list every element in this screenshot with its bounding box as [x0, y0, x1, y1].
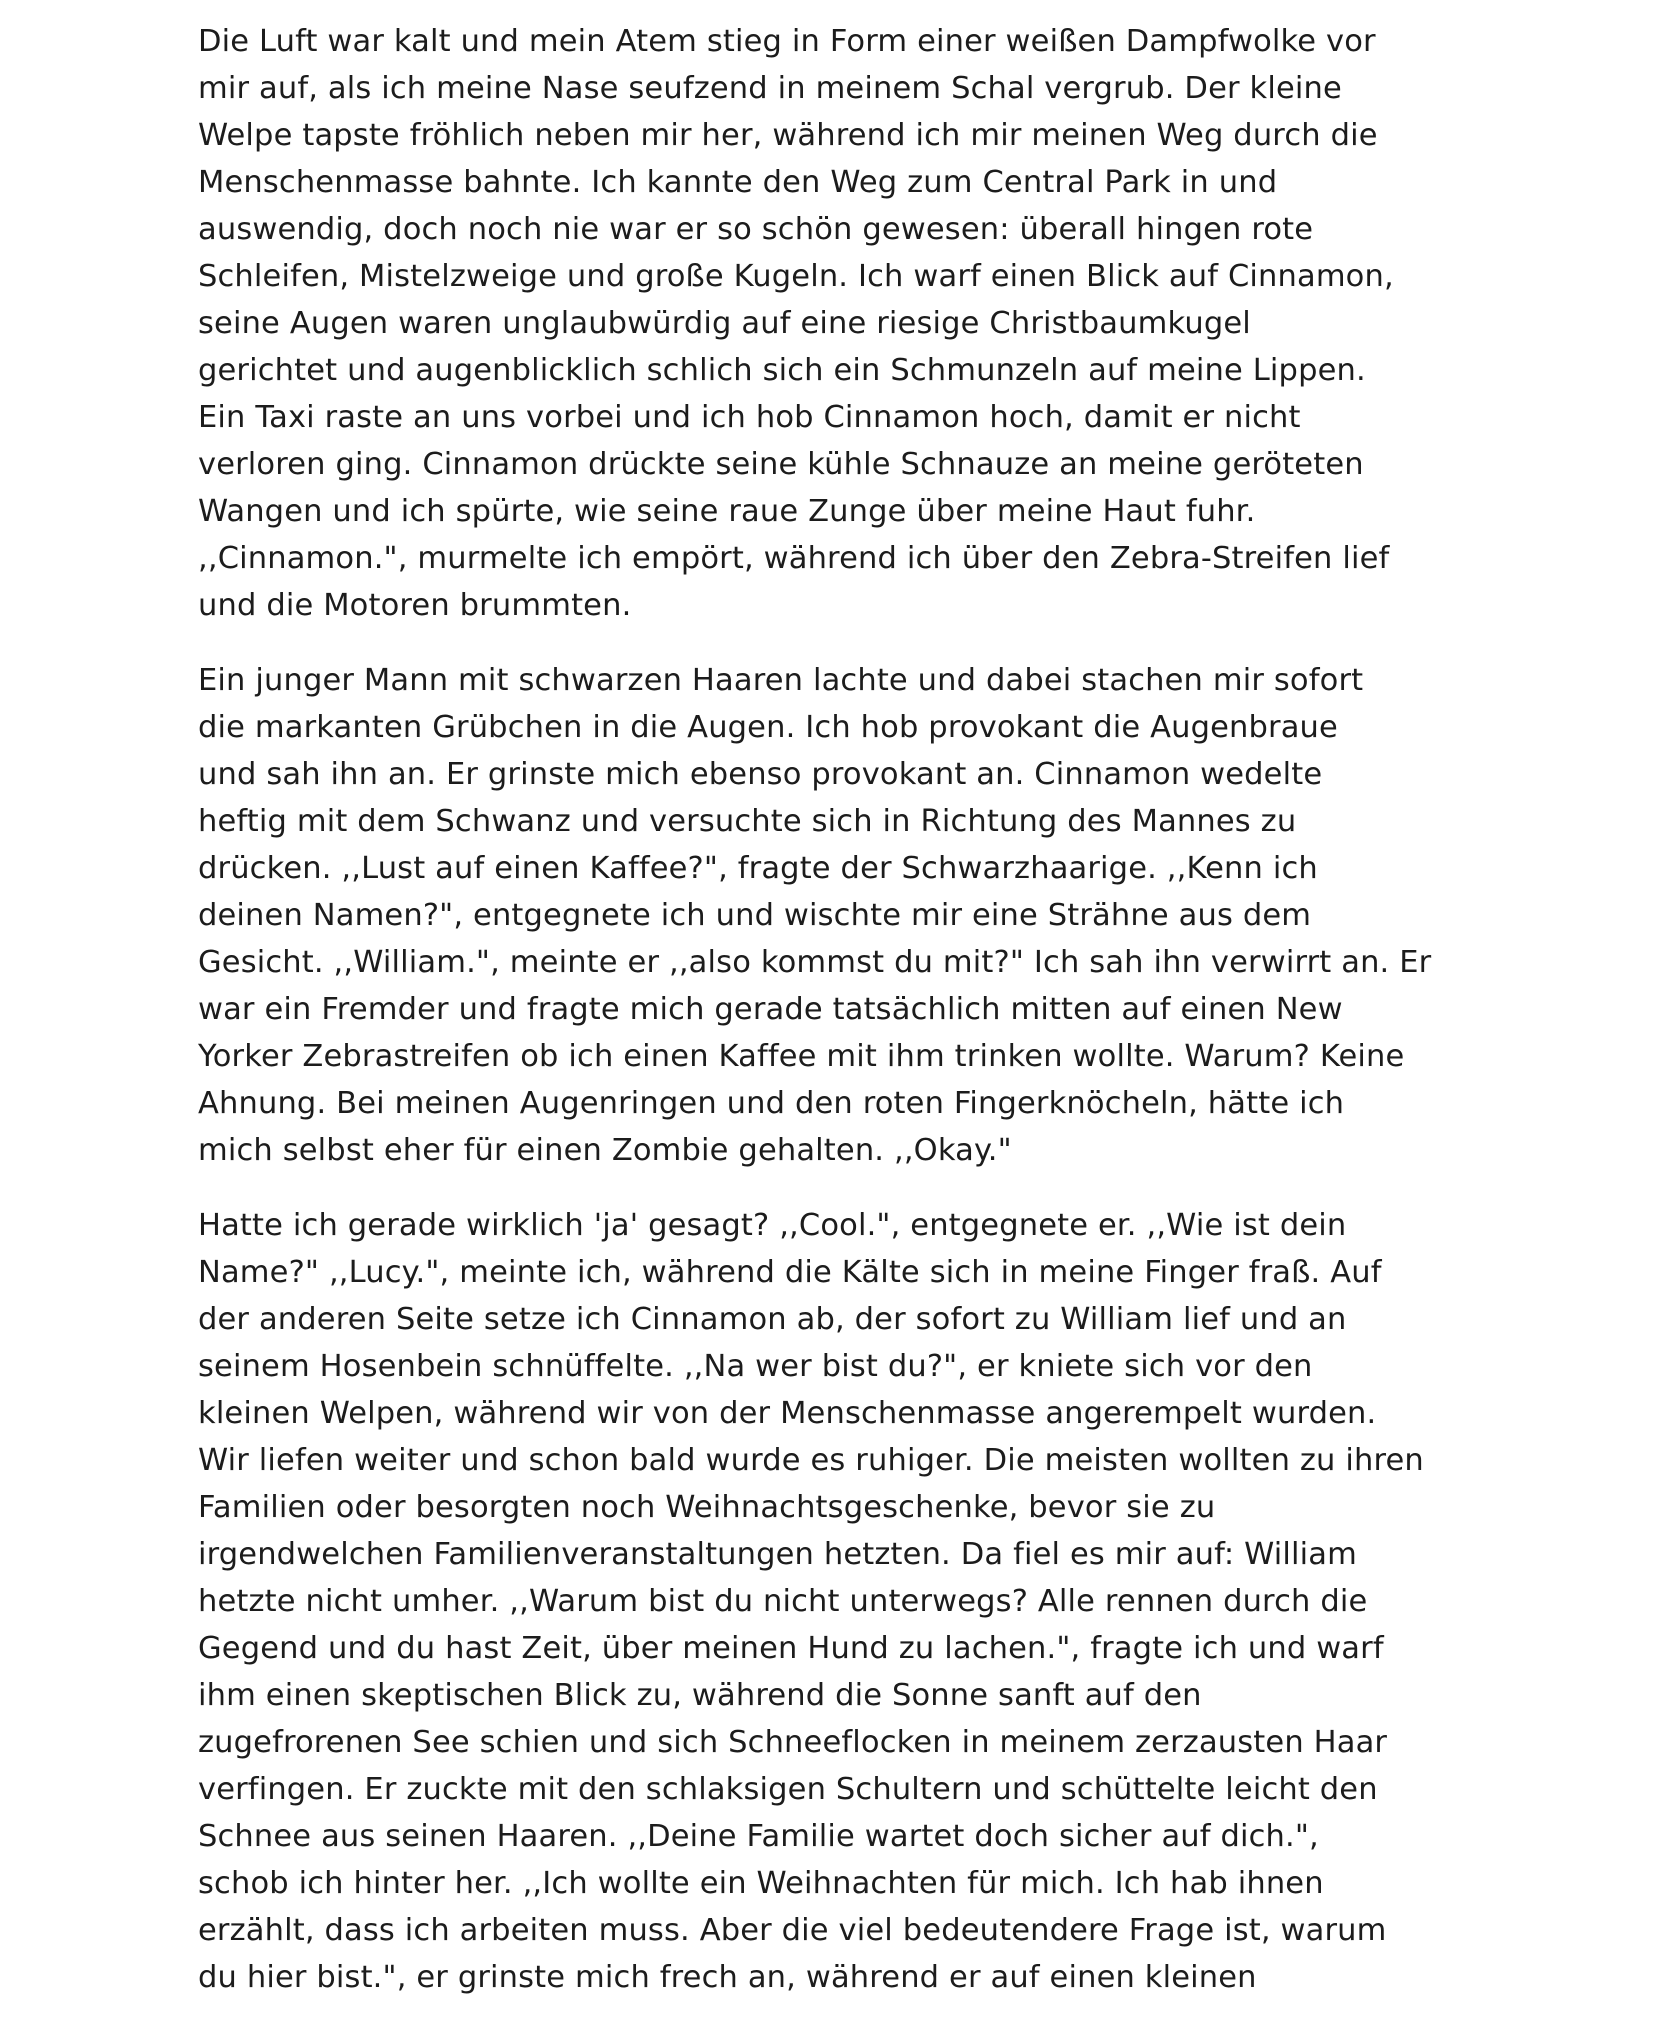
text-line: mir auf, als ich meine Nase seufzend in meinem Schal vergrub. Der kleine — [198, 71, 1342, 106]
text-line: Wir liefen weiter und schon bald wurde es ruhiger. Die meisten wollten zu ihren — [198, 1443, 1424, 1478]
text-line: Ein Taxi raste an uns vorbei und ich hob Cinnamon hoch, damit er nicht — [198, 400, 1301, 435]
text-line: Ahnung. Bei meinen Augenringen und den roten Fingerknöcheln, hätte ich — [198, 1086, 1345, 1121]
text-line: heftig mit dem Schwanz und versuchte sich in Richtung des Mannes zu — [198, 804, 1297, 839]
text-line: Schleifen, Mistelzweige und große Kugeln. Ich warf einen Blick auf Cinnamon, — [198, 259, 1394, 294]
text-line: Gesicht. ,,William.", meinte er ,,also kommst du mit?" Ich sah ihn verwirrt an. Er — [198, 945, 1432, 980]
text-line: auswendig, doch noch nie war er so schön gewesen: überall hingen rote — [198, 212, 1314, 247]
text-line: drücken. ,,Lust auf einen Kaffee?", fragte der Schwarzhaarige. ,,Kenn ich — [198, 851, 1318, 886]
text-line: hetzte nicht umher. ,,Warum bist du nicht unterwegs? Alle rennen durch die — [198, 1584, 1368, 1619]
text-line: zugefrorenen See schien und sich Schneeflocken in meinem zerzausten Haar — [198, 1725, 1388, 1760]
text-line: Welpe tapste fröhlich neben mir her, während ich mir meinen Weg durch die — [198, 118, 1378, 153]
text-line: seinem Hosenbein schnüffelte. ,,Na wer bist du?", er kniete sich vor den — [198, 1349, 1313, 1384]
text-line: deinen Namen?", entgegnete ich und wischte mir eine Strähne aus dem — [198, 898, 1312, 933]
text-line: die markanten Grübchen in die Augen. Ich hob provokant die Augenbraue — [198, 710, 1338, 745]
text-line: ,,Cinnamon.", murmelte ich empört, während ich über den Zebra-Streifen lief — [198, 541, 1390, 576]
text-line: ihm einen skeptischen Blick zu, während die Sonne sanft auf den — [198, 1678, 1202, 1713]
paragraph-1 — [198, 18, 1498, 629]
text-line: irgendwelchen Familienveranstaltungen hetzten. Da fiel es mir auf: William — [198, 1537, 1358, 1572]
text-line: schob ich hinter her. ,,Ich wollte ein Weihnachten für mich. Ich hab ihnen — [198, 1866, 1324, 1901]
text-line: du hier bist.", er grinste mich frech an, während er auf einen kleinen — [198, 1960, 1257, 1995]
story-text — [198, 18, 1498, 2029]
text-line: kleinen Welpen, während wir von der Menschenmasse angerempelt wurden. — [198, 1396, 1377, 1431]
text-line: Menschenmasse bahnte. Ich kannte den Weg zum Central Park in und — [198, 165, 1278, 200]
text-line: Familien oder besorgten noch Weihnachtsgeschenke, bevor sie zu — [198, 1490, 1216, 1525]
text-line: Hatte ich gerade wirklich 'ja' gesagt? ,,Cool.", entgegnete er. ,,Wie ist dein — [198, 1208, 1347, 1243]
text-line: Wangen und ich spürte, wie seine raue Zunge über meine Haut fuhr. — [198, 494, 1256, 529]
text-line: Yorker Zebrastreifen ob ich einen Kaffee mit ihm trinken wollte. Warum? Keine — [198, 1039, 1405, 1074]
text-line: Die Luft war kalt und mein Atem stieg in Form einer weißen Dampfwolke vor — [198, 24, 1376, 59]
text-line: Ein junger Mann mit schwarzen Haaren lachte und dabei stachen mir sofort — [198, 663, 1364, 698]
paragraph-2 — [198, 657, 1498, 1174]
text-line: gerichtet und augenblicklich schlich sich ein Schmunzeln auf meine Lippen. — [198, 353, 1366, 388]
text-line: Gegend und du hast Zeit, über meinen Hund zu lachen.", fragte ich und warf — [198, 1631, 1384, 1666]
text-line: Name?" ,,Lucy.", meinte ich, während die Kälte sich in meine Finger fraß. Auf — [198, 1255, 1382, 1290]
text-line: seine Augen waren unglaubwürdig auf eine riesige Christbaumkugel — [198, 306, 1251, 341]
text-line: und sah ihn an. Er grinste mich ebenso provokant an. Cinnamon wedelte — [198, 757, 1323, 792]
text-line: verfingen. Er zuckte mit den schlaksigen Schultern und schüttelte leicht den — [198, 1772, 1378, 1807]
text-line: der anderen Seite setze ich Cinnamon ab, der sofort zu William lief und an — [198, 1302, 1347, 1337]
text-line: war ein Fremder und fragte mich gerade tatsächlich mitten auf einen New — [198, 992, 1343, 1027]
text-line: verloren ging. Cinnamon drückte seine kühle Schnauze an meine geröteten — [198, 447, 1364, 482]
text-line: Schnee aus seinen Haaren. ,,Deine Familie wartet doch sicher auf dich.", — [198, 1819, 1319, 1854]
text-line: mich selbst eher für einen Zombie gehalten. ,,Okay." — [198, 1133, 1012, 1168]
text-line: und die Motoren brummten. — [198, 588, 632, 623]
paragraph-3 — [198, 1202, 1498, 2001]
text-line: erzählt, dass ich arbeiten muss. Aber die viel bedeutendere Frage ist, warum — [198, 1913, 1387, 1948]
